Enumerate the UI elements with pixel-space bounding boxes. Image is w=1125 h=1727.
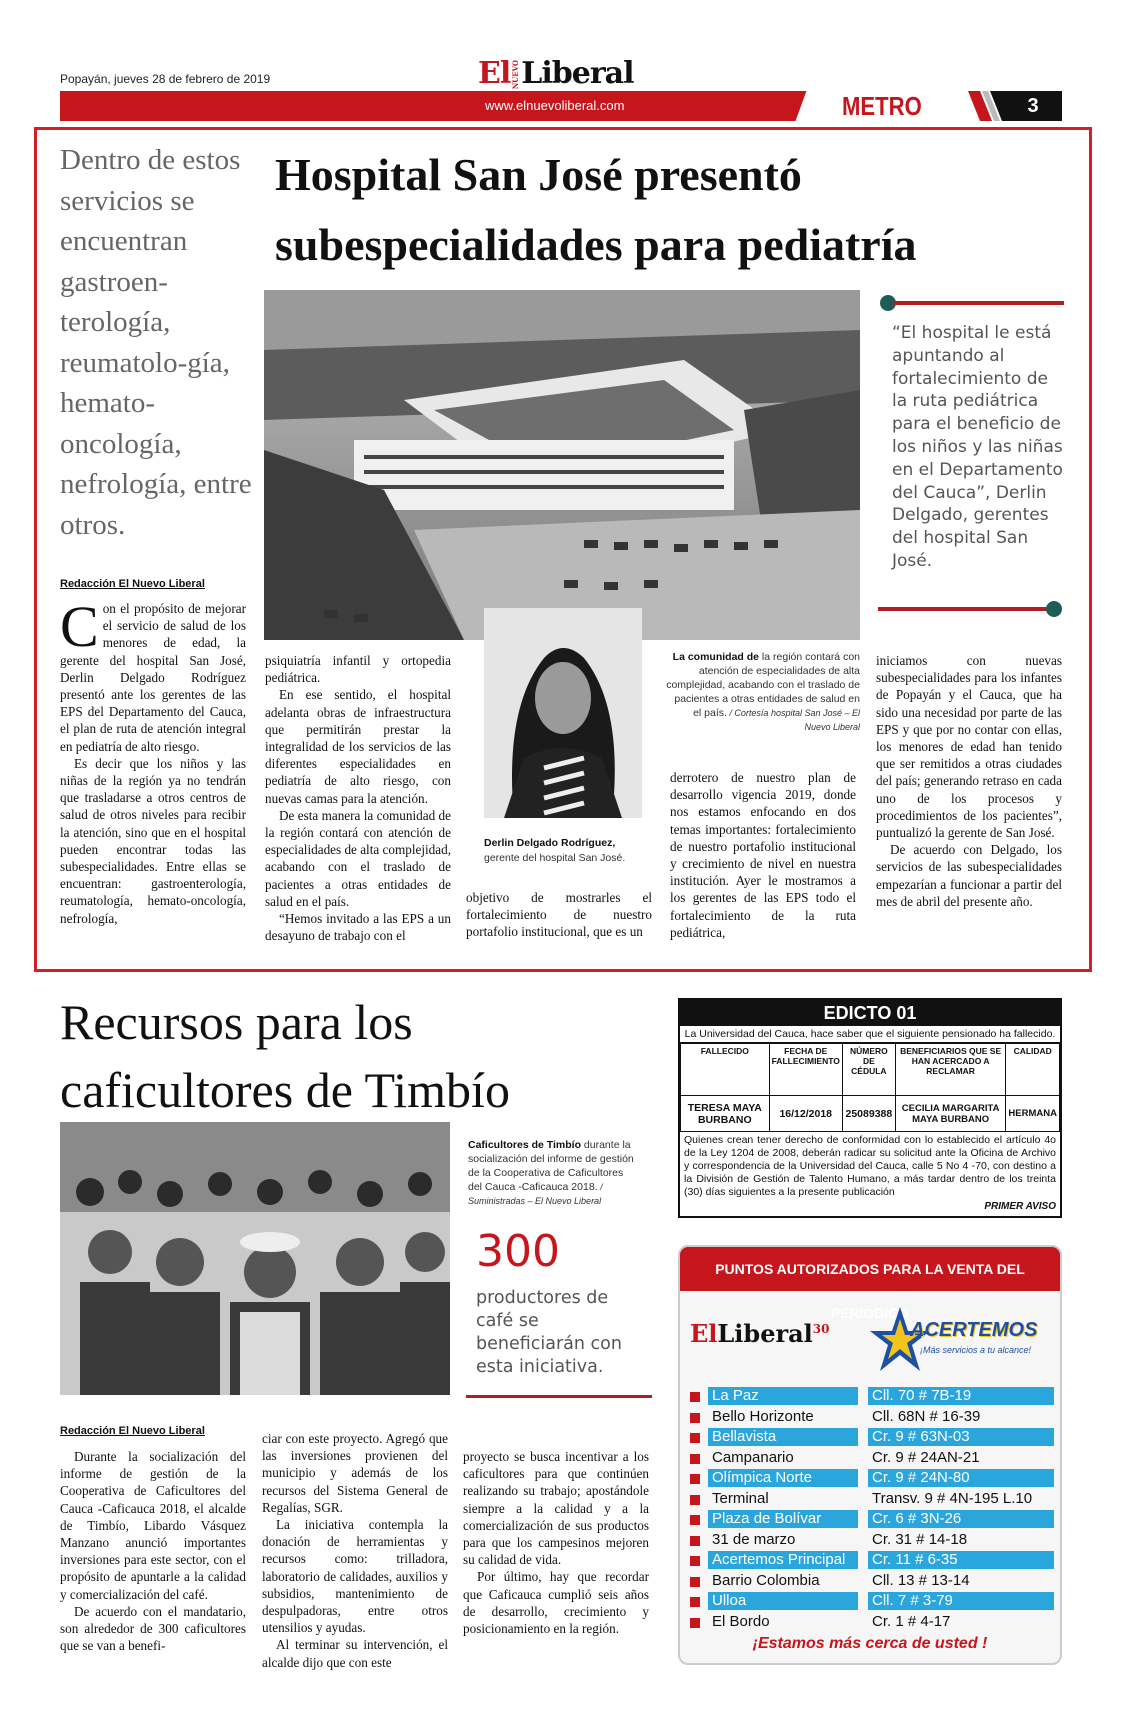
sales-point-address: Transv. 9 # 4N-195 L.10 bbox=[872, 1489, 1033, 1507]
edicto-sign: PRIMER AVISO bbox=[984, 1201, 1056, 1212]
hospital-photo bbox=[264, 290, 860, 640]
acertemos-logo bbox=[870, 1305, 1050, 1375]
paragraph: proyecto se busca incentivar a los caficultores para que continúen realizando su trabajo; apostándole siempre a la calidad y a la comercialización de sus productos para que los campesinos mejoren su calidad de vida. bbox=[463, 1449, 649, 1568]
pull-quote: “El hospital le está apuntando al fortalecimiento de la ruta pediátrica para el beneficio de los niños y las niñas en el Departamento del Cauca”, Derlin Delgado, gerentes del hospital San José. bbox=[892, 323, 1063, 571]
bullet-square-icon bbox=[690, 1454, 700, 1464]
portrait-caption bbox=[484, 836, 654, 866]
bullet-square-icon bbox=[690, 1413, 700, 1423]
sales-point-address: Cr. 9 # 24AN-21 bbox=[872, 1448, 980, 1466]
crowd-image bbox=[60, 1122, 450, 1395]
sales-point-row bbox=[690, 1449, 1054, 1469]
paragraph: objetivo de mostrarles el fortalecimiento de nuestro portafolio institucional, que es un bbox=[466, 890, 652, 940]
sales-point-address: Cr. 1 # 4-17 bbox=[872, 1612, 951, 1630]
logo-liberal: Liberal bbox=[717, 1319, 813, 1348]
publication-date: Popayán, jueves 28 de febrero de 2019 bbox=[60, 72, 271, 86]
portrait-role: gerente del hospital San José. bbox=[484, 852, 626, 864]
edicto-cell: CECILIA MARGARITA MAYA BURBANO bbox=[895, 1096, 1006, 1132]
edicto-body: Quienes crean tener derecho de conformidad con lo establecido el artículo 4o de la Ley 1204 de 2008, deberán radicar su solicitud ante la Oficina de Archivo y correspondencia de la Universidad del Cauca, calle 5 No 4 -70, con destino a la División de Gestión de Talento Humano, a más tardar dentro de los treinta (30) días siguientes a la presente publicación bbox=[684, 1134, 1056, 1198]
bullet-square-icon bbox=[690, 1597, 700, 1607]
sales-point-row bbox=[690, 1490, 1054, 1510]
farmers-photo-caption bbox=[468, 1138, 638, 1208]
sales-point-address: Cll. 13 # 13-14 bbox=[872, 1571, 970, 1589]
sales-point-row bbox=[690, 1469, 1054, 1489]
sales-point-address: Cll. 68N # 16-39 bbox=[872, 1407, 981, 1425]
sales-point-address: Cr. 9 # 24N-80 bbox=[868, 1469, 1054, 1487]
sales-point-row bbox=[690, 1531, 1054, 1551]
edicto-intro: La Universidad del Cauca, hace saber que el siguiente pensionado ha fallecido. bbox=[680, 1026, 1060, 1043]
edicto-cell: HERMANA bbox=[1006, 1096, 1060, 1132]
sales-point-address: Cr. 11 # 6-35 bbox=[868, 1551, 1054, 1569]
paragraph: psiquiatría infantil y ortopedia pediátrica. bbox=[265, 653, 451, 686]
caption-credit: / Cortesía hospital San José – El Nuevo Liberal bbox=[726, 708, 860, 732]
edicto-title: EDICTO 01 bbox=[680, 1000, 1060, 1026]
quote-dot-bottom bbox=[1046, 601, 1062, 617]
header-red-bar bbox=[60, 91, 795, 121]
sales-point-place: 31 de marzo bbox=[712, 1530, 796, 1548]
sales-point-place: Ulloa bbox=[708, 1592, 858, 1610]
paragraph: De esta manera la comunidad de la región contará con atención de especialidades de alta complejidad, acabando con el traslado de pacientes a otras entidades de salud en el país. bbox=[265, 807, 452, 909]
article1-column-2 bbox=[265, 652, 451, 944]
article2-headline: Recursos para los caficultores de Timbío bbox=[60, 994, 510, 1118]
portrait-name: Derlin Delgado Rodríguez, bbox=[484, 837, 616, 849]
person-portrait-image bbox=[484, 608, 642, 818]
edicto-notice bbox=[678, 998, 1062, 1218]
hospital-aerial-image bbox=[264, 290, 860, 640]
bullet-square-icon bbox=[690, 1515, 700, 1525]
article1-lede: Dentro de estos servicios se encuentran gastroen-terología, reumatolo-gía, hemato-oncología, nefrología, entre otros. bbox=[60, 144, 252, 541]
logo-el: El bbox=[478, 56, 511, 91]
sales-point-address: Cr. 6 # 3N-26 bbox=[868, 1510, 1054, 1528]
logo-liberal: Liberal bbox=[521, 56, 634, 91]
bullet-square-icon bbox=[690, 1618, 700, 1628]
sales-slogan: ¡Estamos más cerca de usted ! bbox=[752, 1635, 988, 1652]
newspaper-logo bbox=[478, 56, 633, 91]
sales-point-row bbox=[690, 1592, 1054, 1612]
paragraph: La iniciativa contempla la donación de herramientas y recursos como: trilladora, laboratorio de calidades, auxilios y subsidios, mantenimiento de despulpadoras, entre otros utensilios y ayudas. bbox=[262, 1517, 448, 1636]
sales-point-address: Cr. 31 # 14-18 bbox=[872, 1530, 968, 1548]
article1-column-3 bbox=[466, 889, 652, 941]
bullet-square-icon bbox=[690, 1433, 700, 1443]
farmers-photo bbox=[60, 1122, 450, 1395]
paragraph: Durante la socialización del informe de gestión de la Cooperativa de Caficultores del Cauca -Caficauca 2018, el alcalde de Timbío, Libardo Vásquez Manzano anunció importantes inversiones para este sector, con el propósito de apuntarle a la calidad y comercialización del café. bbox=[60, 1449, 246, 1602]
section-name: METRO bbox=[842, 91, 922, 121]
article1-column-5 bbox=[876, 652, 1062, 910]
edicto-header: FECHA DE FALLECIMIENTO bbox=[769, 1044, 842, 1096]
edicto-header: BENEFICIARIOS QUE SE HAN ACERCADO A RECLAMAR bbox=[895, 1044, 1006, 1096]
bullet-square-icon bbox=[690, 1495, 700, 1505]
sales-point-place: La Paz bbox=[708, 1387, 858, 1405]
sales-point-place: Acertemos Principal bbox=[708, 1551, 858, 1569]
article2-column-2 bbox=[262, 1430, 448, 1671]
article1-byline: Redacción El Nuevo Liberal bbox=[60, 578, 205, 590]
edicto-cell: TERESA MAYA BURBANO bbox=[681, 1096, 770, 1132]
bullet-square-icon bbox=[690, 1556, 700, 1566]
article2-column-3 bbox=[463, 1448, 649, 1637]
article1-headline: Hospital San José presentó subespecialidades para pediatría bbox=[275, 149, 917, 270]
sales-point-row bbox=[690, 1428, 1054, 1448]
stripes-icon bbox=[968, 91, 1004, 121]
sales-point-place: El Bordo bbox=[712, 1612, 770, 1630]
stat-number: 300 bbox=[476, 1226, 560, 1277]
paragraph: on el propósito de mejorar el servicio de salud de los menores de edad, la gerente del hospital San José, Derlin Delgado Rodríguez presentó ante los gerentes de las EPS del Departamento del Cauca, el plan de ruta de atención integral en pediatría de alto riesgo. bbox=[60, 601, 246, 754]
bullet-square-icon bbox=[690, 1392, 700, 1402]
portrait-photo bbox=[484, 608, 642, 818]
page-number: 3 bbox=[1004, 91, 1062, 121]
paragraph: Es decir que los niños y las niñas de la región ya no tendrán que trasladarse a otros centros de salud de otros niveles para recibir la atención, sino que en el hospital pueden encontrar todas las subespecialidades. Entre ellas se encuentran: gastroenterología, reumatología, hemato-oncología, nefrología, bbox=[60, 755, 246, 926]
caption-lead: La comunidad de bbox=[672, 651, 760, 663]
edicto-header: NÚMERO DE CÉDULA bbox=[842, 1044, 895, 1096]
sales-point-address: Cr. 9 # 63N-03 bbox=[868, 1428, 1054, 1446]
edicto-cell: 16/12/2018 bbox=[769, 1096, 842, 1132]
edicto-header: CALIDAD bbox=[1006, 1044, 1060, 1096]
paragraph: “Hemos invitado a las EPS a un desayuno de trabajo con el bbox=[265, 911, 451, 944]
logo-nuevo: NUEVO bbox=[511, 60, 521, 90]
paragraph: De acuerdo con el mandatario, son alrededor de 300 caficultores que se van a benefi- bbox=[60, 1603, 246, 1654]
drop-cap: C bbox=[60, 594, 99, 659]
caption-text: durante la socialización del informe de gestión de la Cooperativa de Caficultores del Cauca -Caficauca 2018. bbox=[468, 1139, 634, 1193]
site-url[interactable]: www.elnuevoliberal.com bbox=[485, 98, 625, 113]
paragraph: derrotero de nuestro plan de desarrollo vigencia 2019, donde nos estamos enfocando en dos temas importantes: fortalecimiento de nuestro portafolio institucional y crecimiento de nivel en nuestra institución. Ayer le mostramos a los gerentes de las EPS todo el fortalecimiento de la ruta pediátrica, bbox=[670, 770, 856, 940]
sales-point-place: Barrio Colombia bbox=[712, 1571, 820, 1589]
sales-point-row bbox=[690, 1408, 1054, 1428]
sales-point-place: Plaza de Bolívar bbox=[708, 1510, 858, 1528]
sales-point-row bbox=[690, 1551, 1054, 1571]
edicto-cell: 25089388 bbox=[842, 1096, 895, 1132]
paragraph: ciar con este proyecto. Agregó que las inversiones provienen del municipio y además de los recursos del Sistema General de Regalías, SGR. bbox=[262, 1431, 448, 1515]
quote-rule-bottom bbox=[878, 607, 1048, 611]
sales-point-place: Bello Horizonte bbox=[712, 1407, 814, 1425]
paragraph: Al terminar su intervención, el alcalde dijo que con este bbox=[262, 1637, 448, 1670]
logo-el: El bbox=[690, 1319, 718, 1348]
quote-rule-top bbox=[894, 301, 1064, 305]
sales-point-row bbox=[690, 1572, 1054, 1592]
sales-point-place: Bellavista bbox=[708, 1428, 858, 1446]
sales-point-row bbox=[690, 1510, 1054, 1530]
stat-text: productores de café se beneficiarán con esta iniciativa. bbox=[476, 1288, 622, 1377]
el-liberal-logo bbox=[690, 1319, 829, 1348]
paragraph: Por último, hay que recordar que Caficauca cumplió seis años de desarrollo, crecimiento y posicionamiento en la región. bbox=[463, 1569, 649, 1637]
acertemos-wordmark: ACERTEMOS bbox=[910, 1319, 1038, 1341]
paragraph: De acuerdo con Delgado, los servicios de las subespecialidades empezarían a funcionar a partir del mes de abril del presente año. bbox=[876, 842, 1062, 909]
article2-column-1 bbox=[60, 1448, 246, 1654]
caption-lead: Caficultores de Timbío bbox=[468, 1139, 581, 1151]
sales-points-title: PUNTOS AUTORIZADOS PARA LA VENTA DEL PERIÓDICO bbox=[680, 1247, 1060, 1291]
acertemos-tagline: ¡Más servicios a tu alcance! bbox=[920, 1345, 1032, 1355]
bullet-square-icon bbox=[690, 1577, 700, 1587]
sales-point-place: Campanario bbox=[712, 1448, 794, 1466]
sales-point-place: Terminal bbox=[712, 1489, 769, 1507]
bullet-square-icon bbox=[690, 1474, 700, 1484]
sales-points-box bbox=[678, 1245, 1062, 1665]
caption-credit: / Suministradas – El Nuevo Liberal bbox=[468, 1182, 603, 1206]
hospital-photo-caption bbox=[665, 650, 860, 734]
article1-column-4 bbox=[670, 769, 856, 941]
article2-byline: Redacción El Nuevo Liberal bbox=[60, 1425, 205, 1437]
article1-column-1 bbox=[60, 594, 246, 927]
sales-point-row bbox=[690, 1613, 1054, 1633]
sales-point-row bbox=[690, 1387, 1054, 1407]
caption-text: la región contará con atención de especialidades de alta complejidad, acabando con el traslado de pacientes a otras entidades de salud en el país. bbox=[666, 651, 860, 719]
bullet-square-icon bbox=[690, 1536, 700, 1546]
sales-point-place: Olímpica Norte bbox=[708, 1469, 858, 1487]
logo-anniversary: 30 bbox=[812, 1322, 830, 1336]
paragraph: En ese sentido, el hospital adelanta obras de infraestructura que permitirán prestar la integralidad de los servicios de las diferentes especialidades en pediatría de alto riesgo, con nuevas camas para la atención. bbox=[265, 687, 451, 806]
edicto-table bbox=[680, 1043, 1060, 1132]
edicto-header: FALLECIDO bbox=[681, 1044, 770, 1096]
sales-point-address: Cll. 70 # 7B-19 bbox=[868, 1387, 1054, 1405]
stat-rule bbox=[466, 1395, 652, 1398]
sales-point-address: Cll. 7 # 3-79 bbox=[868, 1592, 1054, 1610]
paragraph: iniciamos con nuevas subespecialidades para los infantes de Popayán y el Cauca, que ha sido una necesidad por parte de las EPS y que por no contar con ellas, los menores de edad han tenido que ser remitidos a otras ciudades del país; generando retraso en cada uno de los procesos y procedimientos de los pacientes”, puntualizó la gerente de San José. bbox=[876, 653, 1062, 841]
